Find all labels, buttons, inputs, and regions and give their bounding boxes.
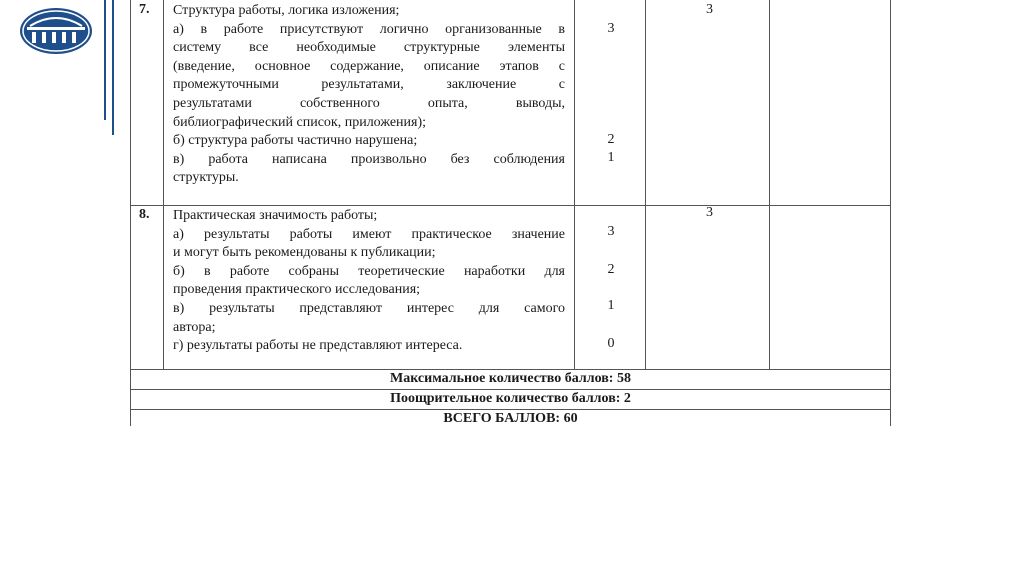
option-points: 3 [607, 21, 615, 36]
criterion-line: автора; [173, 319, 216, 335]
criterion-line: в) результаты представляют интерес для самого [173, 300, 565, 316]
criterion-line: а) результаты работы имеют практическое значение [173, 226, 565, 242]
criterion-line: б) в работе собраны теоретические наработки для [173, 263, 565, 279]
table-rule [131, 369, 890, 370]
criterion-line: структуры. [173, 170, 239, 186]
criterion-description [173, 207, 565, 356]
row-number: 8. [139, 207, 150, 222]
criterion-line: (введение, основное содержание, описание этапов с [173, 58, 565, 74]
total-score-label: ВСЕГО БАЛЛОВ: 60 [443, 411, 578, 426]
criterion-line: а) в работе присутствуют логично организованные в [173, 21, 565, 37]
option-points: 1 [607, 298, 615, 313]
brand-divider-line-2 [112, 0, 114, 135]
option-points: 3 [607, 224, 615, 239]
option-points: 2 [607, 262, 615, 277]
criterion-line: результатами собственного опыта, выводы, [173, 95, 565, 111]
criteria-table [130, 0, 891, 426]
criterion-line: б) структура работы частично нарушена; [173, 133, 418, 149]
awarded-score: 3 [706, 2, 713, 17]
institution-logo-icon [18, 6, 94, 56]
criterion-line: г) результаты работы не представляют интереса. [173, 338, 463, 354]
table-row [131, 0, 890, 206]
awarded-score: 3 [706, 205, 713, 220]
criterion-line: библиографический список, приложения); [173, 114, 427, 130]
criterion-title: Практическая значимость работы; [173, 208, 378, 223]
criterion-line: проведения практического исследования; [173, 282, 421, 298]
row-number: 7. [139, 2, 150, 17]
criterion-line: и могут быть рекомендованы к публикации; [173, 245, 436, 261]
table-row [131, 205, 890, 370]
max-score-label: Максимальное количество баллов: 58 [131, 371, 890, 390]
option-points: 0 [607, 336, 615, 351]
criterion-title: Структура работы, логика изложения; [173, 3, 400, 18]
option-points: 1 [607, 150, 615, 165]
criterion-line: промежуточными результатами, заключение с [173, 77, 565, 93]
criterion-line: систему все необходимые структурные элементы [173, 40, 565, 56]
option-points: 2 [607, 132, 615, 147]
brand-divider-line [104, 0, 106, 120]
bonus-score-label: Поощрительное количество баллов: 2 [131, 391, 890, 410]
criterion-line: в) работа написана произвольно без соблюдения [173, 151, 565, 167]
criterion-description [173, 2, 565, 188]
